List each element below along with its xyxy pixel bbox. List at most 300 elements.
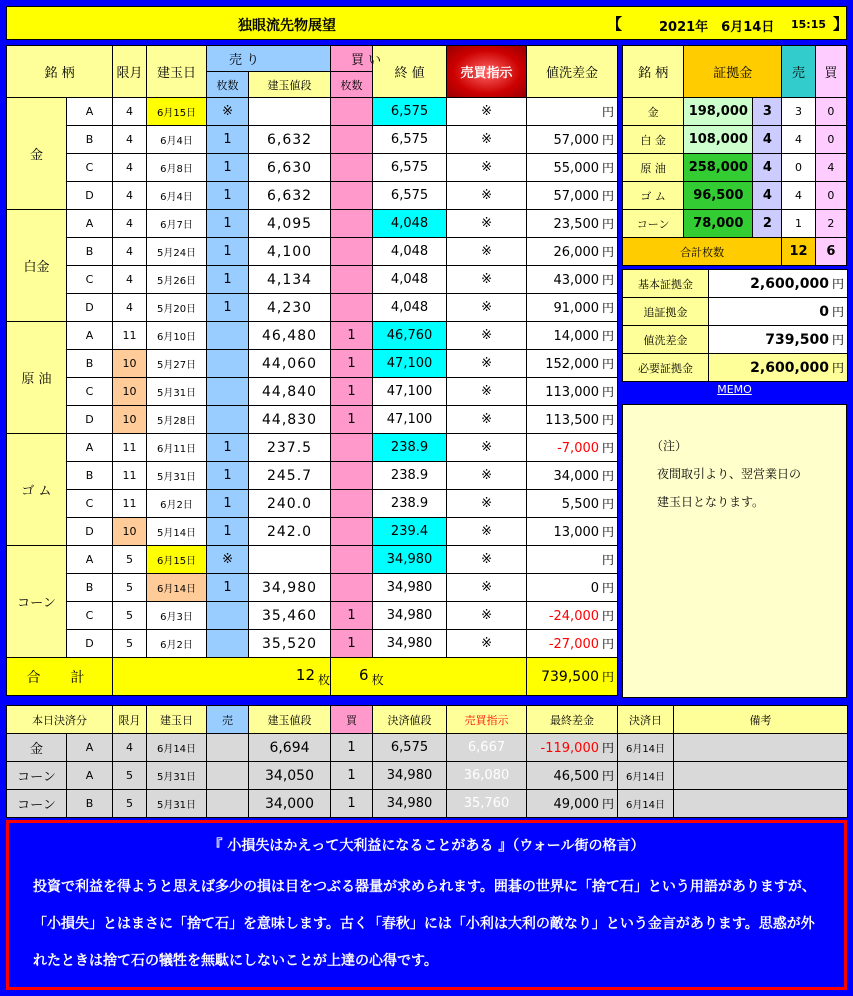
entry-price: 245.7 [249, 462, 331, 490]
open-date: 6月2日 [147, 490, 207, 518]
summary-value-value: 2,600,000 [750, 360, 829, 376]
summary-label: 必要証拠金 [623, 354, 709, 382]
quote-body: 投資で利益を得ようと思えば多少の損は目をつぶる器量が求められます。囲碁の世界に「捨て石」という用語がありますが、「小損失」とはまさに「捨て石」を意味します。古く「春秋」には「小利は大利の敵なり」という金言があります。思惑が外れたときは捨て石の犠牲を無駄にしないことが上達の心得です。 [33, 879, 816, 969]
margin-total-buy: 6 [815, 238, 846, 266]
pl-value-value: 57,000 [553, 133, 600, 148]
settle-open-date: 5月31日 [147, 762, 207, 790]
settle-entry-price: 34,050 [249, 762, 331, 790]
buy-qty [331, 266, 373, 294]
close-price: 238.9 [373, 462, 447, 490]
margin-lots: 4 [753, 182, 782, 210]
yen-unit: 円 [602, 301, 615, 315]
close-price: 4,048 [373, 210, 447, 238]
settle-header-note: 備考 [674, 706, 848, 734]
buy-qty [331, 518, 373, 546]
sell-qty: 1 [207, 462, 249, 490]
open-date: 6月10日 [147, 322, 207, 350]
pl-value-value: 113,000 [545, 385, 600, 400]
settle-final-pl [527, 734, 618, 762]
settle-commodity: コーン [7, 762, 67, 790]
settle-buy: 1 [331, 762, 373, 790]
margin-sell: 0 [782, 154, 815, 182]
contract-month: 5 [113, 574, 147, 602]
col-header-instruction: 売買指示 [447, 46, 527, 98]
close-price: 239.4 [373, 518, 447, 546]
contract-month: 10 [113, 378, 147, 406]
quote-box [6, 820, 847, 990]
settle-header-buy: 買 [331, 706, 373, 734]
buy-qty [331, 434, 373, 462]
margin-buy: 0 [815, 182, 846, 210]
contract-key: D [67, 182, 113, 210]
sell-qty: 1 [207, 266, 249, 294]
yen-unit: 円 [602, 553, 615, 567]
buy-qty [331, 490, 373, 518]
memo-link[interactable]: MEMO [717, 383, 752, 396]
settle-header-settle-price: 決済値段 [373, 706, 447, 734]
sell-qty: 1 [207, 294, 249, 322]
contract-key: D [67, 406, 113, 434]
contract-key: C [67, 602, 113, 630]
summary-label: 基本証拠金 [623, 270, 709, 298]
pl-value [527, 630, 618, 658]
open-date: 6月8日 [147, 154, 207, 182]
total-buy-qty: 6 [359, 665, 369, 684]
pl-value [527, 350, 618, 378]
margin-lots: 2 [753, 210, 782, 238]
col-header-buy-qty: 枚数 [331, 72, 373, 98]
table-row [7, 350, 618, 378]
contract-key: C [67, 154, 113, 182]
entry-price: 6,632 [249, 182, 331, 210]
total-sell-qty: 12 [295, 665, 316, 684]
contract-key: D [67, 518, 113, 546]
settle-open-date: 5月31日 [147, 790, 207, 818]
contract-month: 4 [113, 154, 147, 182]
trade-instruction: ※ [447, 602, 527, 630]
close-price: 46,760 [373, 322, 447, 350]
pl-value [527, 518, 618, 546]
entry-price [249, 546, 331, 574]
col-header-close: 終 値 [373, 46, 447, 98]
summary-value-value: 739,500 [765, 332, 829, 348]
buy-qty: 1 [331, 406, 373, 434]
buy-qty [331, 182, 373, 210]
settle-sell [207, 734, 249, 762]
table-row [7, 630, 618, 658]
settle-note [674, 734, 848, 762]
margin-amount: 96,500 [684, 182, 753, 210]
table-row [7, 266, 618, 294]
table-row [7, 378, 618, 406]
yen-unit: 円 [831, 305, 844, 319]
entry-price: 46,480 [249, 322, 331, 350]
open-date: 6月4日 [147, 126, 207, 154]
buy-qty [331, 574, 373, 602]
open-date: 6月15日 [147, 98, 207, 126]
trade-instruction: ※ [447, 322, 527, 350]
contract-month: 10 [113, 406, 147, 434]
contract-month: 4 [113, 266, 147, 294]
summary-value [709, 354, 848, 382]
open-date: 6月14日 [147, 574, 207, 602]
table-row [7, 574, 618, 602]
commodity-name: ゴ ム [7, 434, 67, 546]
settle-instruction: 35,760 [447, 790, 527, 818]
contract-month: 10 [113, 350, 147, 378]
sell-qty [207, 406, 249, 434]
summary-label: 追証拠金 [623, 298, 709, 326]
settle-key: B [67, 790, 113, 818]
col-header-sell-qty: 枚数 [207, 72, 249, 98]
yen-unit: 円 [602, 637, 615, 651]
margin-total-label: 合計枚数 [623, 238, 782, 266]
settle-buy: 1 [331, 790, 373, 818]
close-price: 34,980 [373, 630, 447, 658]
table-row [7, 462, 618, 490]
buy-qty [331, 126, 373, 154]
buy-qty: 1 [331, 378, 373, 406]
margin-lots: 4 [753, 154, 782, 182]
contract-month: 11 [113, 462, 147, 490]
margin-row [623, 98, 847, 126]
settle-price: 34,980 [373, 762, 447, 790]
report-time: 15:15 [791, 18, 827, 31]
contract-key: A [67, 98, 113, 126]
open-date: 5月20日 [147, 294, 207, 322]
entry-price: 6,632 [249, 126, 331, 154]
contract-month: 11 [113, 490, 147, 518]
pl-value-value: 13,000 [553, 525, 600, 540]
settle-header-instruction: 売買指示 [447, 706, 527, 734]
table-row [7, 182, 618, 210]
buy-qty [331, 462, 373, 490]
trade-instruction: ※ [447, 490, 527, 518]
yen-unit: 円 [831, 277, 844, 291]
entry-price: 44,060 [249, 350, 331, 378]
settle-final-pl-value: -119,000 [540, 741, 599, 756]
pl-value-value: 113,500 [545, 413, 600, 428]
buy-qty [331, 294, 373, 322]
margin-buy: 0 [815, 98, 846, 126]
settlement-row [7, 762, 848, 790]
contract-month: 4 [113, 126, 147, 154]
trade-instruction: ※ [447, 574, 527, 602]
trade-instruction: ※ [447, 630, 527, 658]
entry-price: 34,980 [249, 574, 331, 602]
contract-month: 11 [113, 322, 147, 350]
margin-total-sell: 12 [782, 238, 815, 266]
pl-value [527, 546, 618, 574]
settle-price: 34,980 [373, 790, 447, 818]
buy-qty [331, 98, 373, 126]
commodity-name: 白金 [7, 210, 67, 322]
contract-month: 5 [113, 546, 147, 574]
settle-header-month: 限月 [113, 706, 147, 734]
entry-price: 237.5 [249, 434, 331, 462]
close-price: 238.9 [373, 434, 447, 462]
open-date: 6月11日 [147, 434, 207, 462]
sell-qty: 1 [207, 126, 249, 154]
margin-row [623, 126, 847, 154]
yen-unit: 円 [602, 469, 615, 483]
pl-value-value: 43,000 [553, 273, 600, 288]
contract-key: D [67, 630, 113, 658]
contract-key: A [67, 434, 113, 462]
pl-value [527, 294, 618, 322]
contract-month: 10 [113, 518, 147, 546]
date-bracket-close: 】 [833, 15, 849, 33]
table-row [7, 210, 618, 238]
margin-buy: 0 [815, 126, 846, 154]
buy-qty [331, 546, 373, 574]
settle-instruction: 6,667 [447, 734, 527, 762]
pl-value [527, 126, 618, 154]
margin-sell: 3 [782, 98, 815, 126]
margin-lots: 4 [753, 126, 782, 154]
pl-value [527, 238, 618, 266]
table-row [7, 154, 618, 182]
contract-key: B [67, 350, 113, 378]
pl-value [527, 406, 618, 434]
yen-unit: 円 [602, 413, 615, 427]
col-header-sell: 売 り [207, 46, 331, 72]
col-header-pl: 値洗差金 [527, 46, 618, 98]
margin-amount: 258,000 [684, 154, 753, 182]
settle-final-pl-value: 49,000 [553, 797, 599, 812]
trade-instruction: ※ [447, 154, 527, 182]
open-date: 5月27日 [147, 350, 207, 378]
pl-value [527, 210, 618, 238]
sell-qty [207, 378, 249, 406]
open-date: 5月14日 [147, 518, 207, 546]
sell-qty: ※ [207, 546, 249, 574]
settle-sell [207, 790, 249, 818]
trade-instruction: ※ [447, 350, 527, 378]
total-buy [331, 658, 527, 696]
buy-qty: 1 [331, 350, 373, 378]
total-sell [113, 658, 331, 696]
yen-unit: 円 [602, 581, 615, 595]
entry-price: 242.0 [249, 518, 331, 546]
yen-unit: 円 [602, 105, 615, 119]
buy-qty [331, 210, 373, 238]
contract-key: A [67, 210, 113, 238]
memo-box [622, 404, 847, 698]
commodity-name: コーン [7, 546, 67, 658]
positions-table [6, 45, 618, 696]
settlement-row [7, 734, 848, 762]
settle-month: 5 [113, 790, 147, 818]
table-row [7, 294, 618, 322]
settle-commodity: 金 [7, 734, 67, 762]
yen-unit: 円 [602, 609, 615, 623]
pl-value-value: 5,500 [561, 497, 600, 512]
sell-qty: 1 [207, 574, 249, 602]
settle-final-pl-value: 46,500 [553, 769, 599, 784]
yen-unit: 円 [831, 361, 844, 375]
entry-price: 35,520 [249, 630, 331, 658]
settlement-table [6, 705, 848, 818]
yen-unit: 円 [602, 385, 615, 399]
col-header-month: 限月 [113, 46, 147, 98]
contract-month: 4 [113, 294, 147, 322]
summary-row [623, 298, 848, 326]
trade-instruction: ※ [447, 266, 527, 294]
open-date: 6月4日 [147, 182, 207, 210]
sell-qty [207, 322, 249, 350]
memo-note-mark: （注） [651, 439, 688, 453]
close-price: 47,100 [373, 350, 447, 378]
title-bar [6, 6, 847, 40]
pl-value [527, 434, 618, 462]
entry-price: 44,840 [249, 378, 331, 406]
sell-qty: 1 [207, 434, 249, 462]
settle-buy: 1 [331, 734, 373, 762]
trade-instruction: ※ [447, 546, 527, 574]
table-row [7, 518, 618, 546]
settle-entry-price: 6,694 [249, 734, 331, 762]
page-title: 独眼流先物展望 [238, 18, 336, 34]
yen-unit: 円 [601, 769, 614, 783]
margin-commodity: 金 [623, 98, 684, 126]
summary-row [623, 270, 848, 298]
margin-row [623, 182, 847, 210]
pl-value-value: -24,000 [548, 609, 600, 624]
sell-qty: 1 [207, 210, 249, 238]
yen-unit: 円 [601, 741, 614, 755]
total-row [7, 658, 618, 696]
yen-unit: 円 [602, 357, 615, 371]
report-date: 2021年 6月14日 [659, 20, 775, 35]
summary-label: 値洗差金 [623, 326, 709, 354]
open-date: 5月31日 [147, 378, 207, 406]
contract-month: 4 [113, 182, 147, 210]
close-price: 4,048 [373, 238, 447, 266]
close-price: 47,100 [373, 406, 447, 434]
settle-open-date: 6月14日 [147, 734, 207, 762]
margin-commodity: ゴ ム [623, 182, 684, 210]
pl-value-value: 26,000 [553, 245, 600, 260]
commodity-name: 金 [7, 98, 67, 210]
margin-commodity: 白 金 [623, 126, 684, 154]
trade-instruction: ※ [447, 210, 527, 238]
contract-key: C [67, 266, 113, 294]
settlement-row [7, 790, 848, 818]
settle-header-open-date: 建玉日 [147, 706, 207, 734]
contract-key: B [67, 126, 113, 154]
margin-table [622, 45, 847, 266]
margin-commodity: 原 油 [623, 154, 684, 182]
sell-qty: 1 [207, 238, 249, 266]
pl-value-value: 91,000 [553, 301, 600, 316]
close-price: 34,980 [373, 574, 447, 602]
margin-row [623, 210, 847, 238]
yen-unit: 円 [602, 245, 615, 259]
settle-note [674, 762, 848, 790]
trade-instruction: ※ [447, 182, 527, 210]
pl-value [527, 602, 618, 630]
entry-price: 4,134 [249, 266, 331, 294]
total-label: 合 計 [7, 658, 113, 696]
pl-value [527, 154, 618, 182]
margin-sell: 1 [782, 210, 815, 238]
margin-header-margin: 証拠金 [684, 46, 782, 98]
trade-instruction: ※ [447, 462, 527, 490]
yen-unit: 円 [602, 670, 615, 684]
buy-qty [331, 238, 373, 266]
contract-key: B [67, 574, 113, 602]
sell-qty [207, 350, 249, 378]
contract-key: A [67, 322, 113, 350]
buy-qty: 1 [331, 322, 373, 350]
buy-qty [331, 154, 373, 182]
settle-header-settle-date: 決済日 [618, 706, 674, 734]
margin-header-buy: 買 [815, 46, 846, 98]
table-row [7, 98, 618, 126]
contract-key: A [67, 546, 113, 574]
pl-value-value: 57,000 [553, 189, 600, 204]
total-pl [527, 658, 618, 696]
pl-value-value: -7,000 [557, 441, 600, 456]
memo-text-line: 夜間取引より、翌営業日の [657, 467, 802, 481]
col-header-open-date: 建玉日 [147, 46, 207, 98]
pl-value [527, 266, 618, 294]
settle-date: 6月14日 [618, 762, 674, 790]
close-price: 47,100 [373, 378, 447, 406]
trade-instruction: ※ [447, 378, 527, 406]
close-price: 34,980 [373, 546, 447, 574]
sell-qty [207, 630, 249, 658]
memo-text-line: 建玉日となります。 [657, 495, 765, 509]
table-row [7, 406, 618, 434]
settle-date: 6月14日 [618, 734, 674, 762]
summary-value [709, 326, 848, 354]
settle-final-pl [527, 762, 618, 790]
settle-header-name: 本日決済分 [7, 706, 113, 734]
open-date: 6月2日 [147, 630, 207, 658]
table-row [7, 322, 618, 350]
sell-qty [207, 602, 249, 630]
contract-month: 4 [113, 210, 147, 238]
settle-key: A [67, 734, 113, 762]
date-bracket-open: 【 [607, 15, 623, 33]
pl-value-value: 34,000 [553, 469, 600, 484]
margin-lots: 3 [753, 98, 782, 126]
open-date: 5月28日 [147, 406, 207, 434]
open-date: 6月7日 [147, 210, 207, 238]
pl-value-value: 55,000 [553, 161, 600, 176]
summary-value-value: 0 [819, 304, 829, 320]
summary-row [623, 326, 848, 354]
settle-date: 6月14日 [618, 790, 674, 818]
summary-table [622, 269, 848, 382]
margin-amount: 78,000 [684, 210, 753, 238]
margin-commodity: コーン [623, 210, 684, 238]
total-pl-value: 739,500 [541, 669, 600, 685]
yen-unit: 円 [831, 333, 844, 347]
pl-value [527, 322, 618, 350]
pl-value-value: -27,000 [548, 637, 600, 652]
close-price: 4,048 [373, 294, 447, 322]
settle-month: 4 [113, 734, 147, 762]
open-date: 5月24日 [147, 238, 207, 266]
yen-unit: 円 [602, 525, 615, 539]
sell-qty: 1 [207, 518, 249, 546]
settle-entry-price: 34,000 [249, 790, 331, 818]
close-price: 34,980 [373, 602, 447, 630]
margin-amount: 198,000 [684, 98, 753, 126]
